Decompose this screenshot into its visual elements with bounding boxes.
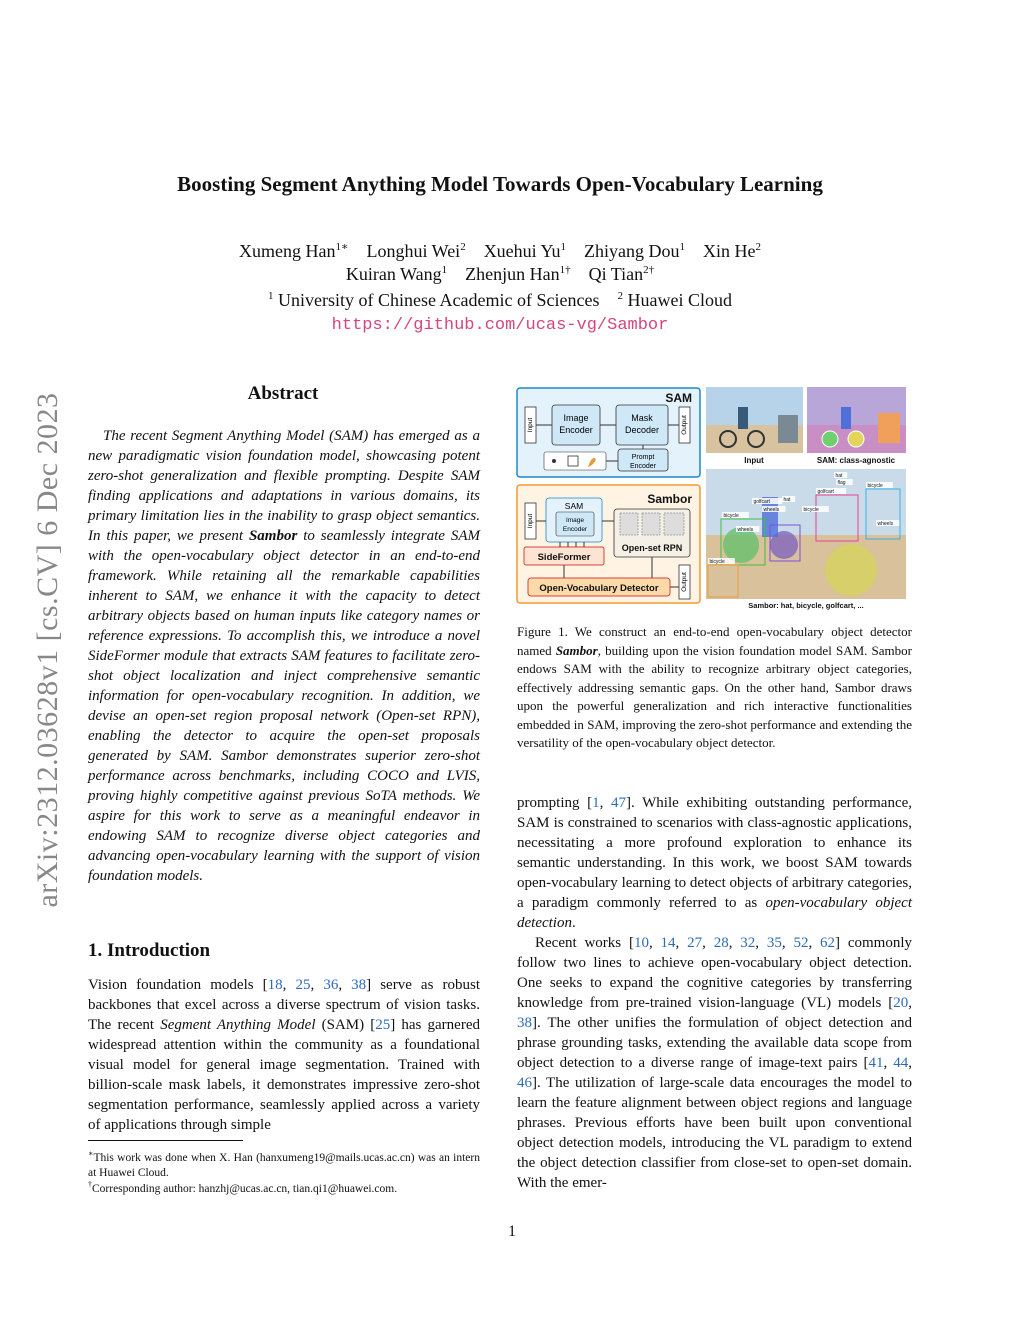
figure-1 [516, 385, 908, 610]
detection-label: wheels [877, 521, 894, 527]
repo-link[interactable]: https://github.com/ucas-vg/Sambor [331, 316, 669, 335]
intro-paragraph-1: Vision foundation models [18, 25, 36, 38] serve as robust backbones that excel across a diverse spectrum of vision tasks. The recent Segment Anything Model (SAM) [25] has garnered widespread attention within the community as a foundational visual model for general image segmentation. Trained with billion-scale mask labels, it demonstrates impressive zero-shot segmentation performance, seamlessly applied across a variety of applications through simple [88, 977, 481, 1133]
sam-input-label: Input [527, 417, 535, 433]
sambor-image-encoder-label-2: Encoder [562, 526, 588, 533]
detection-label: golfcart [753, 499, 770, 505]
sam-image-encoder-label-2: Encoder [559, 425, 593, 435]
citation[interactable]: 25 [375, 1017, 391, 1033]
citation[interactable]: 41 [868, 1055, 884, 1071]
sambor-image-encoder-label-1: Image [565, 517, 585, 524]
author-affil-mark: 1 [560, 241, 567, 253]
detection-label: bicycle [803, 507, 819, 513]
detection-label: hat [783, 497, 791, 503]
citation[interactable]: 32 [740, 935, 756, 951]
affil-name: University of Chinese Academic of Sciences [273, 290, 600, 310]
arxiv-stamp [8, 350, 78, 950]
intro-heading: 1. Introduction [88, 940, 211, 961]
citation[interactable]: 20 [893, 995, 909, 1011]
author-name: Zhenjun Han [465, 264, 560, 284]
citation[interactable]: 62 [820, 935, 836, 951]
citation[interactable]: 14 [660, 935, 676, 951]
author-name: Xuehui Yu [483, 241, 561, 261]
input-photo-label: Input [744, 456, 764, 465]
detection-label: bicycle [709, 559, 725, 565]
caption-sambor: Sambor [555, 642, 598, 658]
citation[interactable]: 35 [766, 935, 782, 951]
sam-image-encoder-label-1: Image [563, 413, 589, 423]
rpn-proposal-1 [620, 513, 638, 535]
arxiv-id: arXiv:2312.03628v1 [cs.CV] 6 Dec 2023 [31, 392, 64, 908]
page-number: 1 [508, 1223, 516, 1240]
right-paragraph-2: Recent works [10, 14, 27, 28, 32, 35, 52, 62] commonly follow two lines to achieve open-vocabulary object detection. One seeks to expand the cognitive categories by transferring knowledge from pre-trained vision-language (VL) models [20, 38]. The other unifies the formulation of object detection and phrase grounding tasks, extending the available data scope from object detection to a diverse range of image-text pairs [41, 44, 46]. The utilization of large-scale data encourages the model to learn the feature alignment between object regions and language phrases. Previous efforts have been built upon conventional object detection models, introducing the VL paradigm to extend the object detection classifier from close-set to open-set domain. With the emer- [517, 935, 912, 1191]
citation[interactable]: 44 [893, 1055, 909, 1071]
footnote-2: †Corresponding author: hanzhj@ucas.ac.cn, tian.qi1@huawei.com. [88, 1180, 398, 1195]
affil-mark: 2 [617, 290, 623, 302]
author-affil-mark: 2† [643, 264, 655, 276]
citation[interactable]: 38 [517, 1015, 532, 1031]
figure-caption: Figure 1. We construct an end-to-end open-vocabulary object detector named Sambor, building upon the vision foundation model SAM. Sambor endows SAM with the ability to recognize arbitrary object categories, effectively addressing semantic gaps. On the other hand, Sambor draws upon the powerful generalization and rich interactive functionalities embedded in SAM, improving the zero-shot performance and extending the versatility of the open-vocabulary object detector. [517, 624, 913, 750]
author-affil-mark: 1∗ [335, 241, 349, 253]
ov-detector-label: Open-Vocabulary Detector [539, 583, 659, 594]
citation[interactable]: 52 [793, 935, 809, 951]
detection-label: bicycle [867, 483, 883, 489]
sam-prompt-encoder-label-2: Encoder [629, 463, 657, 470]
author-name: Longhui Wei [366, 241, 461, 261]
sambor-title: Sambor [647, 492, 692, 506]
sideformer-label: SideFormer [537, 552, 591, 563]
sam-photo-label: SAM: class-agnostic [816, 456, 896, 465]
citation[interactable]: 47 [611, 795, 627, 811]
sam-output-label: Output [681, 415, 689, 435]
open-set-rpn-label: Open-set RPN [621, 543, 683, 553]
citation[interactable]: 10 [633, 935, 649, 951]
citation[interactable]: 38 [351, 977, 367, 993]
sam-mask-decoder-label-1: Mask [631, 413, 653, 423]
citation[interactable]: 18 [267, 977, 283, 993]
sambor-input-label: Input [527, 513, 535, 529]
detection-label: hat [835, 473, 843, 479]
abstract-text: The recent Segment Anything Model (SAM) has emerged as a new paradigmatic vision foundation model, showcasing potent zero-shot generalization and flexible prompting. Despite SAM finding applications and adaptations in various domains, its primary limitation lies in the inability to grasp object semantics. In this paper, we present Sambor to seamlessly integrate SAM with the open-vocabulary object detector in an end-to-end framework. While retaining all the remarkable capabilities inherent to SAM, we enhance it with the capacity to detect arbitrary objects based on human inputs like category names or reference expressions. To accomplish this, we introduce a novel SideFormer module that extracts SAM features to facilitate zero-shot object localization and inject comprehensive semantic information for open-vocabulary recognition. In addition, we devise an open-set region proposal network (Open-set RPN), enabling the detector to acquire the open-set proposals generated by SAM. Sambor demonstrates superior zero-shot performance across benchmarks, including COCO and LVIS, proving highly competitive against previous SoTA methods. We aspire for this work to serve as a meaningful endeavor in endowing SAM to recognize diverse object categories and advancing open-vocabulary learning with the support of vision foundation models. [88, 428, 480, 884]
author-name: Xumeng Han [239, 241, 336, 261]
sambor-output-label: Output [681, 572, 689, 592]
author-affil-mark: 2 [755, 241, 761, 253]
citation[interactable]: 25 [295, 977, 311, 993]
citation[interactable]: 1 [592, 795, 600, 811]
author-affil-mark: 1† [559, 264, 571, 276]
author-affil-mark: 2 [460, 241, 466, 253]
author-name: Xin He [703, 241, 756, 261]
affiliations [100, 290, 900, 311]
citation[interactable]: 27 [687, 935, 703, 951]
point-prompt-icon [552, 459, 556, 463]
sam-title: SAM [665, 391, 692, 405]
author-affil-mark: 1 [441, 264, 448, 276]
authors-line-1 [100, 240, 900, 262]
author-name: Zhiyang Dou [584, 241, 680, 261]
footnote-rule [88, 1140, 243, 1141]
emphasis: Segment Anything Model [160, 1017, 316, 1033]
rpn-proposal-2 [642, 513, 660, 535]
author-name: Qi Tian [588, 264, 644, 284]
input-photo [706, 387, 803, 453]
citation[interactable]: 46 [517, 1075, 532, 1091]
sambor-photo-label: Sambor: hat, bicycle, golfcart, ... [748, 601, 864, 610]
rpn-proposal-3 [664, 513, 684, 535]
sam-prompt-encoder-label-1: Prompt [631, 454, 655, 461]
abstract-heading: Abstract [247, 383, 319, 404]
detection-label: bicycle [723, 513, 739, 519]
emphasis: open-vocabulary object detection [517, 895, 912, 931]
footnote-1: ∗This work was done when X. Han (hanxumeng19@mails.ucas.ac.cn) was an intern at Huawei Cloud. [88, 1149, 480, 1179]
detection-label: wheels [763, 507, 780, 513]
author-name: Kuiran Wang [345, 264, 442, 284]
right-paragraph-1: prompting [1, 47]. While exhibiting outstanding performance, SAM is constrained to scenarios with class-agnostic applications, necessitating a more profound exploration to enhance its semantic understanding. In this work, we boost SAM towards open-vocabulary learning to detect objects of arbitrary categories, a paradigm commonly referred to as open-vocabulary object detection. [517, 795, 913, 931]
author-affil-mark: 1 [679, 241, 685, 253]
detection-label: golfcart [817, 489, 834, 495]
affil-name: Huawei Cloud [622, 290, 732, 310]
sam-mask-decoder-label-2: Decoder [624, 425, 660, 435]
sambor-sam-label: SAM [564, 501, 584, 511]
citation[interactable]: 28 [713, 935, 729, 951]
abstract-sambor: Sambor [248, 528, 298, 544]
citation[interactable]: 36 [323, 977, 339, 993]
detection-label: flag [837, 480, 846, 486]
affil-mark: 1 [268, 290, 274, 302]
authors-line-2 [100, 264, 900, 285]
sam-photo [807, 387, 906, 453]
detection-label: wheels [737, 527, 754, 533]
paper-title: Boosting Segment Anything Model Towards Open-Vocabulary Learning [177, 172, 823, 196]
